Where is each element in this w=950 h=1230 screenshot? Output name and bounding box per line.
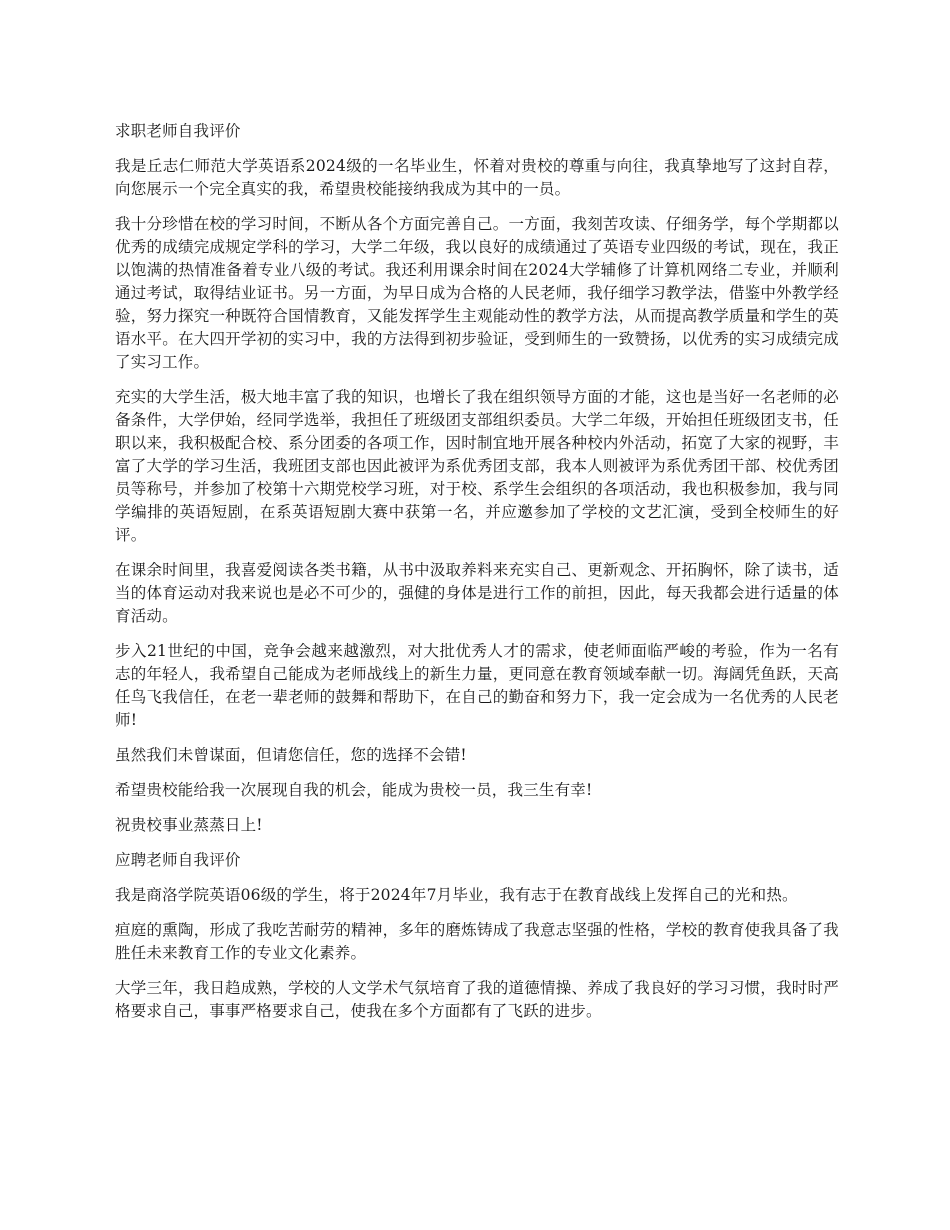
section-title-1: 求职老师自我评价: [115, 122, 241, 140]
document-page: [115, 120, 839, 1035]
paragraph-hobbies: 在课余时间里，我喜爱阅读各类书籍，从书中汲取养料来充实自己、更新观念、开拓胸怀，除了读书，适当的体育运动对我来说也是必不可少的，强健的身体是进行工作的前担，因此，每天我都会进行适量的体育活动。: [115, 561, 839, 625]
paragraph-intro: 我是丘志仁师范大学英语系2024级的一名毕业生，怀着对贵校的尊重与向往，我真挚地写了这封自荐，向您展示一个完全真实的我，希望贵校能接纳我成为其中的一员。: [115, 157, 839, 198]
paragraph-trust: 虽然我们未曾谋面，但请您信任，您的选择不会错!: [115, 746, 467, 764]
paragraph-college: 大学三年，我日趋成熟，学校的人文学术气氛培育了我的道德情操、养成了我良好的学习习惯，我时时严格要求自己，事事严格要求自己，使我在多个方面都有了飞跃的进步。: [115, 979, 839, 1020]
section-title-2: 应聘老师自我评价: [115, 851, 241, 869]
paragraph-campus-life: 充实的大学生活，极大地丰富了我的知识，也增长了我在组织领导方面的才能，这也是当好一名老师的必备条件，大学伊始，经同学选举，我担任了班级团支部组织委员。大学二年级，开始担任班级团支书，任职以来，我积极配合校、系分团委的各项工作，因时制宜地开展各种校内外活动，拓宽了大家的视野，丰富了大学的学习生活，我班团支部也因此被评为系优秀团支部，我本人则被评为系优秀团干部、校优秀团员等称号，并参加了校第十六期党校学习班，对于校、系学生会组织的各项活动，我也积极参加，我与同学编排的英语短剧，在系英语短剧大赛中获第一名，并应邀参加了学校的文艺汇演，受到全校师生的好评。: [115, 388, 839, 544]
paragraph-study: 我十分珍惜在校的学习时间，不断从各个方面完善自己。一方面，我刻苦攻读、仔细务学，每个学期都以优秀的成绩完成规定学科的学习，大学二年级，我以良好的成绩通过了英语专业四级的考试，现在，我正以饱满的热情准备着专业八级的考试。我还利用课余时间在2024大学辅修了计算机网络二专业，并顺利通过考试，取得结业证书。另一方面，为早日成为合格的人民老师，我仔细学习教学法，借鉴中外教学经验，努力探究一种既符合国情教育，又能发挥学生主观能动性的教学方法，从而提高教学质量和学生的英语水平。在大四开学初的实习中，我的方法得到初步验证，受到师生的一致赞扬，以优秀的实习成绩完成了实习工作。: [115, 215, 839, 371]
paragraph-family: 疸庭的熏陶，形成了我吃苦耐劳的精神，多年的磨炼铸成了我意志坚强的性格，学校的教育使我具备了我胜任未来教育工作的专业文化素养。: [115, 921, 839, 962]
paragraph-intro-2: 我是商洛学院英语06级的学生，将于2024年7月毕业，我有志于在教育战线上发挥自己的光和热。: [115, 886, 798, 904]
paragraph-wishes: 祝贵校事业蒸蒸日上!: [115, 816, 263, 834]
paragraph-hope: 希望贵校能给我一次展现自我的机会，能成为贵校一员，我三生有幸!: [115, 781, 593, 799]
paragraph-aspiration: 步入21世纪的中国，竞争会越来越激烈，对大批优秀人才的需求，使老师面临严峻的考验，作为一名有志的年轻人，我希望自己能成为老师战线上的新生力量，更同意在教育领域奉献一切。海阔凭鱼跃，天高任鸟飞我信任，在老一辈老师的鼓舞和帮助下，在自己的勤奋和努力下，我一定会成为一名优秀的人民老师!: [115, 642, 839, 729]
